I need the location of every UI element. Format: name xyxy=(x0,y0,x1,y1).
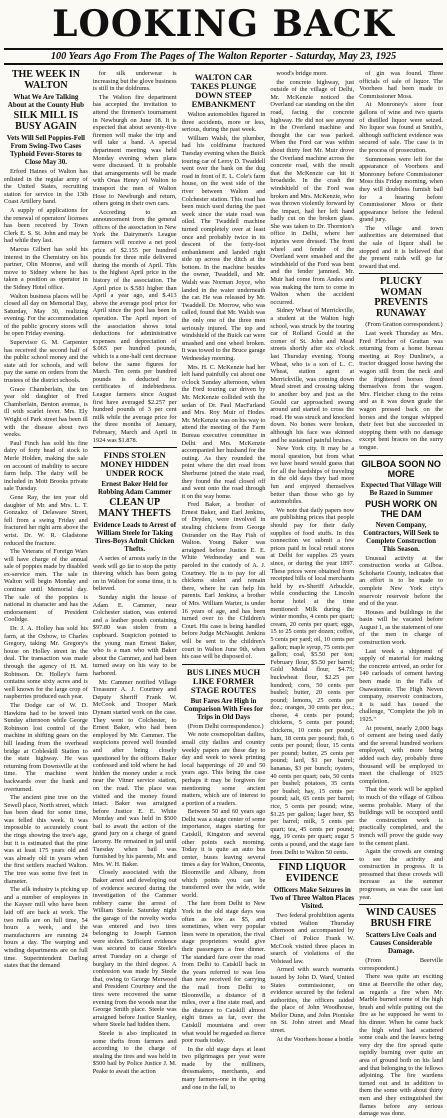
masthead-title-left: LOOKING xyxy=(52,3,259,45)
article-paragraph: At Monroney's store four gallons of wine and two quarts of distilled liquor were seized. No liquor was found at Smith's, although sufficient evidence was secured of sale. The case is in the process of prosecution. xyxy=(359,101,443,154)
article-paragraph: of gin was found. Three officials of sale of liquor. The Voorhees had been made to Commissioner Moss. xyxy=(359,70,443,100)
column-3 xyxy=(181,70,266,1091)
article-paragraph: (From Delhi correspondence.) xyxy=(187,722,264,730)
article-paragraph: Supervisor G. M. Carpenter has received the second half of the public school money and the state aid for schools, and will pay the same on orders from the trustees of the district schools. xyxy=(4,339,88,385)
article-paragraph: A series of arrests early in the week will go far to stop the petty thieving which has been going on in Walton for some time, it is believed. xyxy=(92,555,177,593)
article-paragraph: The Dodge car of W. D. Hawkins had to be towed into Sunday afternoon while George Robinson lost control of the machine in shifting gears on the hill leading from the overhead bridge at Cobleskill Station to the state highway. He was returning from Downsville at the time. The machine went backwards over the bank and overturned. xyxy=(4,701,88,793)
article-paragraph: The Veterans of Foreign Wars will have charge of the annual sale of poppies made by disabled ex-service men. The sale in Walton will begin Monday and continue until Memorial day. The sale of the poppies is national in character and has the endorsement of President Coolidge. xyxy=(4,548,88,624)
article-paragraph: The village and town authorities are determined that the sale of liquor shall be stopped and it is believed that the present raids will go far toward that end. xyxy=(359,224,443,270)
article-paragraph: A supply of applications for the renewal of operators' licenses has been received by Town Clerk E. S. St. John and may be had while they last. xyxy=(4,206,88,245)
headline-stolen-money: FINDS STOLEN MONEY HIDDEN UNDER ROCK xyxy=(100,450,169,479)
article-paragraph: Unusual activity at the construction works at Gilboa. Schoharie County, indicates that an effort is to be made to complete New York city's reservoir reservoir before the end of the year. xyxy=(359,554,443,608)
subhead-gilboa: Expected That Village Will Be Razed in Summer xyxy=(360,480,442,497)
masthead xyxy=(4,0,443,48)
article-paragraph: Marcus Gilbert has sold his interest in the Chemistry on his partner, Olin Monroe, and will move to Sidney where he has taken a position as operator in the Sidney Hotel office. xyxy=(4,245,88,291)
article-paragraph: (From Gratton correspondent.) xyxy=(365,321,443,329)
article-paragraph: Walton automobiles figured in three accidents, more or less, serious, during the past week. xyxy=(181,111,266,134)
article-paragraph: Dr. J. A. Holley has sold his farm, at the Oxbow, to Charles Gregory, taking Mr. Gregory's house on Holley street in the deal. The transaction was made through the agency of H. M. Robinson. Dr. Holley's farm contains some sixty acres and is well known for the large crop of raspberries produced each year. xyxy=(4,625,88,701)
article-paragraph: (From Beerville correspondent.) xyxy=(359,957,443,972)
subhead-stolen-money: Ernest Baker Held for Robbing Adam Cammer xyxy=(97,480,172,497)
subhead-bus-lines: But Fares Are High in Comparison With Fees for Trips in Old Days xyxy=(183,696,264,721)
column-2 xyxy=(92,70,177,1075)
divider xyxy=(359,904,443,905)
article-paragraph: Armed with search warrants issued by John D. Ward, United States commissioner, on evidence secured by the federal authorities, the officers raided the place of John Woodhouse, Mellor Dunn, and John Pioniske on St. John street and Mead street. xyxy=(270,966,355,1035)
article-paragraph: Walton business places will be closed all day on Memorial Day, Saturday, May 30, realizing evening. For the accommodation of the public grocery stores will be open Friday evening. xyxy=(4,292,88,338)
headline-gilboa: GILBOA SOON NO MORE xyxy=(361,458,441,479)
article-paragraph: The Walton fire department has accepted the invitation to attend the firemen's tournament in Newburgh on June 18. It is expected that about seventy-five firemen will make the trip and will take a band. A special department meeting was held Monday evening when plans were discussed. It is probable that arrangements will be made with Onas Henry of Walton to transport the men of Walton Hose to Newburgh and return, others going in their own cars. xyxy=(92,93,177,208)
article-paragraph: Fred Baker, a brother of Ernest Baker, and Earl Jenkins, of Dryden, were involved in stealing chickens from George Ostrander on the Ray Fish of Walton. Young Baker was arraigned before Justice E. E. White Wednesday and was paroled in the custody of A. J. Courtney. He is to pay for all chickens stolen and remain there, where he can help his parents. Earl Jenkins, a brother of Mrs. William Warter, is under 16 years of age, and has been turned over to the Children's Court. His case is being handled before Judge McNaught. Jenkins will be sent to the children's court in Walton June 9th, when his case will be disposed of. xyxy=(181,501,266,661)
headline-plucky-woman: PLUCKY WOMAN PREVENTS RUNAWAY xyxy=(374,276,428,319)
article-paragraph: Steele is also implicated in some thefts from farmers and according to the charge of stealing the tires and was held in $500 bail by Police Justice J. M. Peake to await the action xyxy=(92,1029,177,1075)
article-paragraph: Erford Haines of Walton has enlisted in the regular army of the United States, recruiting station for service in the 13th Coast Artillery band. xyxy=(4,168,88,206)
article-paragraph: New York city. It may be a moral question, but from what we have heard would guess that for all the hardships of traveling in the old days they had more fun and enjoyed themselves better than those who go by automobiles. xyxy=(270,445,355,506)
article-paragraph: At the Voorhees house a bottle xyxy=(276,1035,354,1043)
headline-push-work: PUSH WORK ON THE DAM xyxy=(365,498,438,519)
article-paragraph: William Walsh, the plumber, had his coldframe fractured Tuesday evening when the Buick touring car of Leroy D. Twaddell went over the bank on the dug road in front of E. L. Cole's farm house, on the west side of the river between Walton and Colchester station. This road has been much used during the past week since the state road was oiled. The Twaddell machine turned completely over at least once and probably twice in its descent of the forty-foot embankment and landed right side up across the ditch at the bottom. In the machine besides the owner, Twaddell, and Mr. Walsh was Norman Joyce, who landed in the water underneath the car. He was released by Mr. Twaddell. Dr. Morrow, who was called, found that Mr. Walsh was the only one of the three men seriously injured. The top and windshield of the Buick car were smashed and one wheel broken. It was towed to the Bruce garage Wednesday morning. xyxy=(181,134,266,362)
columns xyxy=(4,69,443,1118)
article-paragraph: The fare from Delhi to New York in the old stage days was often as low as $5, and sometimes, when very popular lines were in operation, the rival stage proprietors would give their passengers a free dinner. The standard fare over the road from Delhi to Catskill back in the years referred to was less than now received for carrying the mail from Delhi to Bloomville, a distance of 8 miles, over a fine state road, and the distance to Catskill almost eight times as far, over the Catskill mountains and over what would be regarded as fierce poor roads today. xyxy=(181,900,266,1045)
article-paragraph: Last week Thursday as Mrs. Fred Fletcher of Grattan was returning from a home bureau meeting at Roy Dunline's, a tractor dragged loose having the wagon still from the neck and the frightened horses freed themselves from the wagon. Mrs. Fletcher clung to the reins and as it was down grade the wagon pressed back on the horses and the tongue whipped their feet but she succeeded in stopping them with no damage except bent braces on the surry tongue. xyxy=(359,330,443,451)
subhead-brush-fire: Scatters Live Coals and Causes Considerable Damage. xyxy=(365,931,437,956)
article-paragraph: Gene Ray, the ten year old daughter of Mr. and Mrs. L. T. Gonzalez of Delaware Street, fell from a swing Friday and fractured her right arm above the wrist. Dr. W. R. Gladstone reduced the fracture. xyxy=(4,493,88,547)
article-paragraph: wood's bridge more. xyxy=(276,70,328,77)
headline-week-in-walton: THE WEEK IN WALTON xyxy=(11,69,80,91)
subhead-find-liquor: Officers Make Seizures in Two of Three Walton Places Visited. xyxy=(270,886,355,911)
article-paragraph: Grace Chamberlain, the ten year old daughter of Fred Chamberlain, Benton avenue, is ill with scarlet fever. Mrs. Ely Wright of Park street has been ill with the disease about two weeks. xyxy=(4,385,88,439)
column-4 xyxy=(270,70,355,1043)
subhead-clean-up-thefts: Evidence Leads to Arrest of William Steele for Taking Tires-Boys Admit Chicken Thefts. xyxy=(93,521,177,554)
article-paragraph: Again the crowds are coming to see the activity and construction in progress. It is presumed that these crowds will increase as the summer progresses, as was the case last year. xyxy=(359,848,443,901)
article-paragraph: At present, nearly 2,000 bags of cement are being used daily and the several hundred workers employed, with more being added each day, probably three thousand will be employed to meet the challenge of 1925 completion. xyxy=(359,724,443,785)
article-paragraph: Summonses were left for the appearance of Voorhees and Monroney before Commissioner Moss this Friday morning, when they will doubtless furnish bail for a hearing before Commissioner Moss or their appearance before the federal grand jury. xyxy=(359,155,443,224)
article-paragraph: Sunday night the house of Adam E. Cammer, near Colchester station, was entered and a leather pouch containing $97.80 was stolen from a cupboard. Suspicion pointed to the young man Ernest Baker, who is a man who with Baker about the Cammer, and had been turned away on his way to be harbored. xyxy=(92,594,177,677)
headline-walton-car: WALTON CAR TAKES PLUNGE DOWN STEEP EMBANKMENT xyxy=(190,72,257,109)
subhead-push-work: Neven Company, Contractors, Will Seek to Complete Construction This Season. xyxy=(363,520,439,553)
article-paragraph: Mr. Cammer notified Village Treasurer A. J. Courtney and Deputy Sheriff Frank W. McCook and Trooper Mark Dynam started work on the case. They went to Colchester, to Ernest Baker, who had been employed by Mr. Cammer. The suspicions proved well founded and after being closely questioned by the officers Baker confessed and told where he had hidden the money under a rock near the Vitner service station, on the road. The place was visited and the money found intact. Baker was arraigned before Justice E. E. White Monday and was held in $500 bail to await the action of the grand jury on a charge of grand larceny. He remained in jail until Tuesday when bail was furnished by his parents, Mr. and Mrs. W. H. Baker. xyxy=(92,678,177,868)
article-paragraph: The silk industry is picking up and a number of employees in the Kayser mill who have been laid off are back at work. The two mills are on full time, 54 hours a week, and the manufacturers are running 24 hours a day. The warping and winding departments are on full time. Superintendent Darling states that the demand xyxy=(4,886,88,970)
subhead-week-in-walton: What We Are Talking About at the County Hub xyxy=(7,93,85,109)
article-paragraph: Closely associated with the Baker arrest and developing out of evidence secured during the investigation of the Cammer robbery came the arrest of William Steele. Saturday night the garage of the novelty works was entered and two tires belonging to Joseph Gannon were stolen. Sufficient evidence was secured to cause Steele's arrest Tuesday on a charge of burglary in the third degree. A confession was made by Steele that, owing to George Merwood and President Courtney and the tires were recovered the same evening from the woods near the George Smith place. Steele was arraigned before Justice Stanley, where Steele had hidden them. xyxy=(92,869,177,1029)
article-paragraph: Last week a shipment of supply of material for making the concrete arrived, an order for 140 carloads of cement having been made in the Falls of Osawatomie. The High Neven company, reservoir contractors, it is said has issued the challenge, "Complete the job in 1925." xyxy=(359,647,443,723)
article-paragraph: That the work will be applied to much of the village of Gilboa seems probable. Many of the buildings will be occupied until the construction work is practically completed, and the trench will prove the guide way to the cement plant. xyxy=(359,786,443,847)
column-1 xyxy=(4,69,88,970)
divider xyxy=(182,664,266,665)
article-paragraph: Houses and buildings in the basin will be vacated before August 1, as the statement of one of the men in charge of construction work. xyxy=(359,608,443,647)
article-paragraph: In the old stage days at least two pilgrimages per year were made by the milliners, dressmakers, merchants, and many farmers-one in the spring and one in the fall, to xyxy=(181,1045,266,1091)
article-paragraph: We note cosmopolitan dailies, small city dailies and country weekly papers are these day to day and week to week printing local happenings of 20 and 50 years ago. This being the case perhaps it may be forgiven for mentioning some ancient matters, which are of interest to a portion of a readers. xyxy=(181,731,266,807)
divider xyxy=(270,859,354,860)
headline-brush-fire: WIND CAUSES BRUSH FIRE xyxy=(365,907,437,929)
divider xyxy=(93,447,177,448)
article-paragraph: for silk underwear is increasing but the glove business is still in the doldrums. xyxy=(92,70,177,93)
column-5 xyxy=(359,70,443,1118)
masthead-title-right: BACK xyxy=(272,3,395,45)
article-paragraph: Mrs. H. C. McKenzie had her left hand painfully cut about one o'clock Sunday afternoon, when the Ford touring car driven by Mr. McKenzie collided with the sedan of Dr. Paul MacFarland and Mrs. Roy Muir of Hodes. Mr. McKenzie was on his way to attend the meeting of the Farm Bureau executive committee in Delhi and Mrs. McKenzie accompanied her husband for the outing. As they rounded the point where the dirt road from Sherburne joined the state road, they found the road closed off and went onto the road through it on the way home. xyxy=(181,363,266,500)
article-paragraph: Paul Finch has sold his fine dairy of forty head of stock to Merle Holden, making the sale on account of inability to secure farm help. The dairy will be included in Mott Brooks private sale Tuesday. xyxy=(4,439,88,493)
article-paragraph: Between 50 and 60 years ago Delhi was a stage center of some importance, stages starting for Catskill, Kingston and several other points each morning. Today it is quite an auto bus center, buses leaving several times a day for Walton, Oneonta, Bloomville and Albany, from which points you can be transferred over the wide, wide world. xyxy=(181,808,266,899)
article-paragraph: There was quite an exciting time at Beerville the other day, as regards a fire when Mr. Marble burned some of the high brush and while putting out the fire as he supposed he went to his dinner. When he came back the high wind had scattered some coals and the leaves being very dry the fire spread quite rapidly burning over quite an area of ground both on his land and that belonging to the fellows adjoining. The fire wardens turned out and in addition to them the some with about thirty men and they extinguished the flames before any serious damage was done. xyxy=(359,973,443,1118)
masthead-title xyxy=(52,3,395,45)
divider xyxy=(359,273,443,274)
article-paragraph: The ancient pine tree on the Sewell place, North street, which has been dead for some time, was felled this week. It was impossible to accurately count the rings showing the tree's age, but it is estimated that the pine was at least 175 years old and was already old in years when the first settlers reached Walton. The tree was some five feet in diameter. xyxy=(4,794,88,885)
masthead-subtitle: 100 Years Ago From The Pages of The Walton Reporter - Saturday, May 23, 1925 xyxy=(4,48,443,65)
article-paragraph: Two federal prohibition agents visited Walton Thursday afternoon and accompanied by Chief of Police Frank W. McCook visited three places in search of violations of the Volstead law. xyxy=(270,912,355,965)
headline-silk-mill: SILK MILL IS BUSY AGAIN xyxy=(13,110,79,132)
subhead-silk-mill: Vets Will Sell Poppies-Fell From Swing-Two Cases Typhoid Fever-Stores to Close May 30. xyxy=(6,134,86,166)
headline-find-liquor: FIND LIQUOR EVIDENCE xyxy=(278,862,347,884)
headline-bus-lines: BUS LINES MUCH LIKE FORMER STAGE ROUTES xyxy=(186,666,261,695)
article-paragraph: According to an announcement from the general offices of the association in New York the Dairymen's League farmers will receive a net pool price of $2.155 per hundred pounds for three mile delivered during the month of April. This is the highest April price in the history of the association. The April price is $.581 higher than April a year ago, and $.413 above the average pool price for April since the pool has been in operation. The April report of the association shows total deductions for administrative expenses and depreciation of $.065 per hundred pounds, which is a one-half cent decrease below the same figures for March. Ten cents per hundred pounds is deducted for certificates of indebtedness. League farmers since August first have averaged $2.257 per hundred pounds of 3 per cent milk while the average price for the three months of January, February, March and April in 1924 was $1.878. xyxy=(92,208,177,444)
article-paragraph: Sidney Wheat of Merrickville, a student at the Walton high school, was struck by the touring car of Rolland Gould at the corner of St. John and Mead streets shortly after six o'clock last Thursday evening. Young Wheat, who is a son of L. C. Wheat, station agent at Merrickville, was coming down Mead street and crossing taking to another boy and just as the Gould car approached swung around and started to cross the road. He was struck and knocked down. No bones were broken, although his face was skinned and he sustained painful bruises. xyxy=(270,307,355,444)
divider xyxy=(359,455,443,456)
headline-clean-up-thefts: CLEAN UP MANY THEFTS xyxy=(98,497,171,519)
article-paragraph: We note that daily papers now are publishing prices that people should pay for their daily supplies of food stuffs. In this connection we submit a few prices paid in local retail stores at Delhi for supplies 25 years since, or during the year 1897. These prices were obtained from receipted bills of local merchants held by ex-Sheriff Arbuckle, while conducting the Lincoln home hotel at the time mentioned: Milk during the winter months, 4 cents per quart; cream, 20 cents per quart; eggs, 15 to 25 cents per dozen; coffee, 5 cents per yard; oil, 10 cents per gallon; maple syrup, 75 cents per gallon; coal, $5.50 per ton; February flour, $5.50 per barrel; Gold Medal flour, $4.75; buckwheat flour, $2.25 per hundred; corn, 50 cents per bushel; butter, 20 cents per pound; lemons, 25 cents per doz.; oranges, 30 cents per doz.; cheese, 4 cents per pound; chickens, 5 cents per pound; chickens, 10 cents per pound; ham, 18 cents per pound; fish, 6 cents per pound; flour, 15 cents per pound; butter, 25 cents per pound; lard, $1 per barrel; bananas, $3 per bunch; oysters, 40 cents per quart; oats, 50 cents per bushel; potatoes, 35 cents per bushel; hay, 15 cents per pound; salt, 65 cents per barrel; rice, 5 cents per pound; wine, $1.25 per gallon; lager beer, $5 per barrel; milk, 5 cents per quart; tea, 45 cents per pound; egg, 19 cents per quart; sugar 5 cents a pound, and the stage fare from Delhi to Walton 50 cents. xyxy=(270,506,355,856)
article-paragraph: the concrete highway, just outside of the village of Delhi, Mr. McKenzie noticed the Overland car standing on the dirt road, facing the concrete highway. He did not see anyone in the Overland machine and thought the car was parked. When the Ford car was within about thirty feet Mr. Muir drove the Overland machine across the concrete road, with the result that the McKenzie car hit it broadside. In the crash the windshield of the Ford was broken and Mrs. McKenzie, who was thrown violently forward by the impact, had her left hand badly cut on the broken glass. She was taken to Dr. Thornton's office in Delhi, where her injuries were dressed. The front wheel and fender of the Overland were smashed and the windshield of the Ford was bent and the fender jammed. Mr. Muir had come from Andes and was making the turn to come in Walton when the accident occurred. xyxy=(270,78,355,306)
